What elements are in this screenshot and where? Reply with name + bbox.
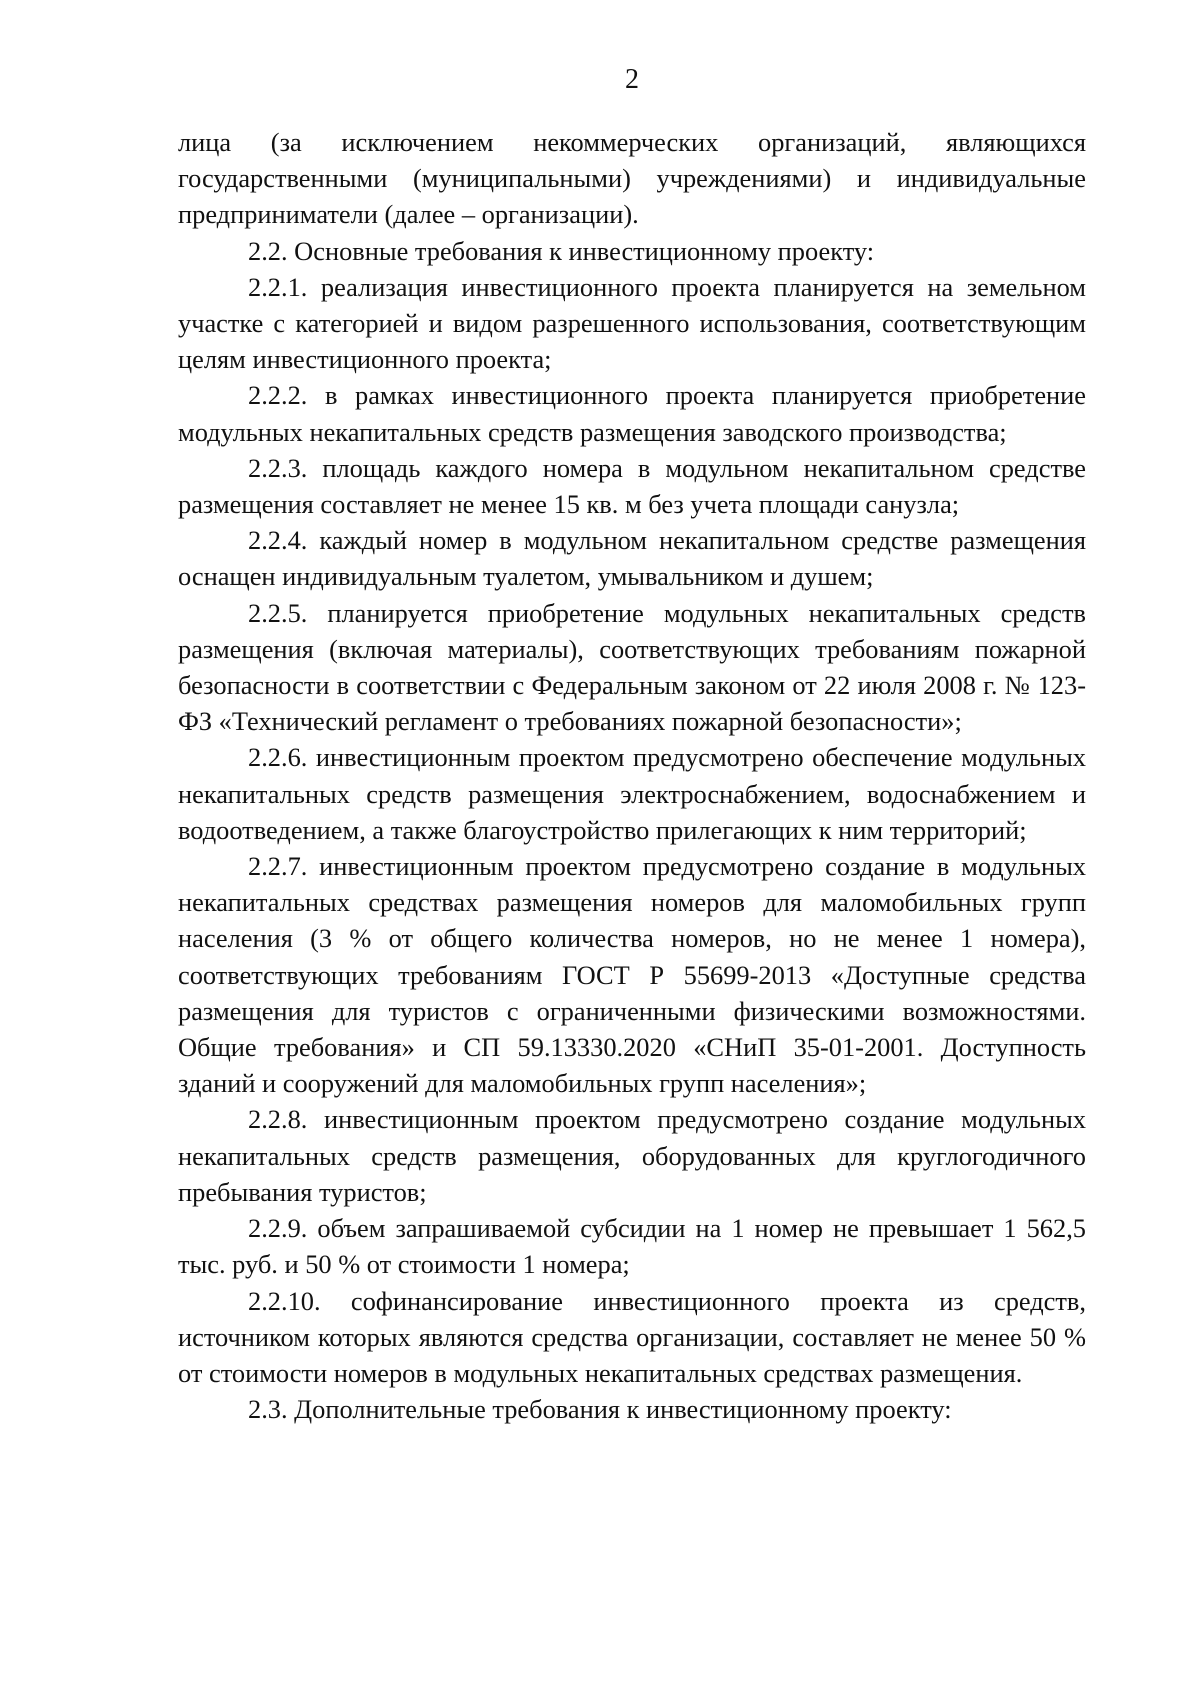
page-number: 2	[625, 64, 639, 95]
paragraph-2-3: 2.3. Дополнительные требования к инвестиционному проекту:	[248, 1394, 952, 1425]
paragraph-2-2-2: 2.2.2. в рамках инвестиционного проекта планируется приобретение модульных некапитальных средств размещения заводского производства;	[178, 380, 1086, 447]
paragraph-2-2-9: 2.2.9. объем запрашиваемой субсидии на 1 номер не превышает 1 562,5 тыс. руб. и 50 % от стоимости 1 номера;	[178, 1213, 1086, 1280]
document-body	[178, 124, 1086, 1427]
paragraph-2-2-1: 2.2.1. реализация инвестиционного проекта планируется на земельном участке с категорией и видом разрешенного использования, соответствующим целям инвестиционного проекта;	[178, 271, 1086, 375]
paragraph-2-2-7: 2.2.7. инвестиционным проектом предусмотрено создание в модульных некапитальных средствах размещения номеров для маломобильных групп населения (3 % от общего количества номеров, но не менее 1 номера), соответствующих требованиям ГОСТ Р 55699-2013 «Доступные средства размещения для туристов с ограниченными физическими возможностями. Общие требования» и СП 59.13330.2020 «СНиП 35-01-2001. Доступность зданий и сооружений для маломобильных групп населения»;	[178, 851, 1086, 1099]
paragraph-2-2-5: 2.2.5. планируется приобретение модульных некапитальных средств размещения (включая материалы), соответствующих требованиям пожарной безопасности в соответствии с Федеральным законом от 22 июля 2008 г. № 123-ФЗ «Технический регламент о требованиях пожарной безопасности»;	[178, 597, 1086, 737]
paragraph-2-2-3: 2.2.3. площадь каждого номера в модульном некапитальном средстве размещения составляет не менее 15 кв. м без учета площади санузла;	[178, 452, 1086, 520]
paragraph-continuation: лица (за исключением некоммерческих организаций, являющихся государственными (муниципальными) учреждениями) и индивидуальные предприниматели (далее – организации).	[178, 127, 1086, 230]
paragraph-2-2-4: 2.2.4. каждый номер в модульном некапитальном средстве размещения оснащен индивидуальным туалетом, умывальником и душем;	[178, 525, 1086, 592]
paragraph-2-2-6: 2.2.6. инвестиционным проектом предусмотрено обеспечение модульных некапитальных средств размещения электроснабжением, водоснабжением и водоотведением, а также благоустройство прилегающих к ним территорий;	[178, 742, 1086, 845]
paragraph-2-2: 2.2. Основные требования к инвестиционному проекту:	[248, 235, 875, 266]
paragraph-2-2-8: 2.2.8. инвестиционным проектом предусмотрено создание модульных некапитальных средств размещения, оборудованных для круглогодичного пребывания туристов;	[178, 1104, 1086, 1207]
paragraph-2-2-10: 2.2.10. софинансирование инвестиционного проекта из средств, источником которых являются средства организации, составляет не менее 50 % от стоимости номеров в модульных некапитальных средствах размещения.	[178, 1285, 1086, 1388]
